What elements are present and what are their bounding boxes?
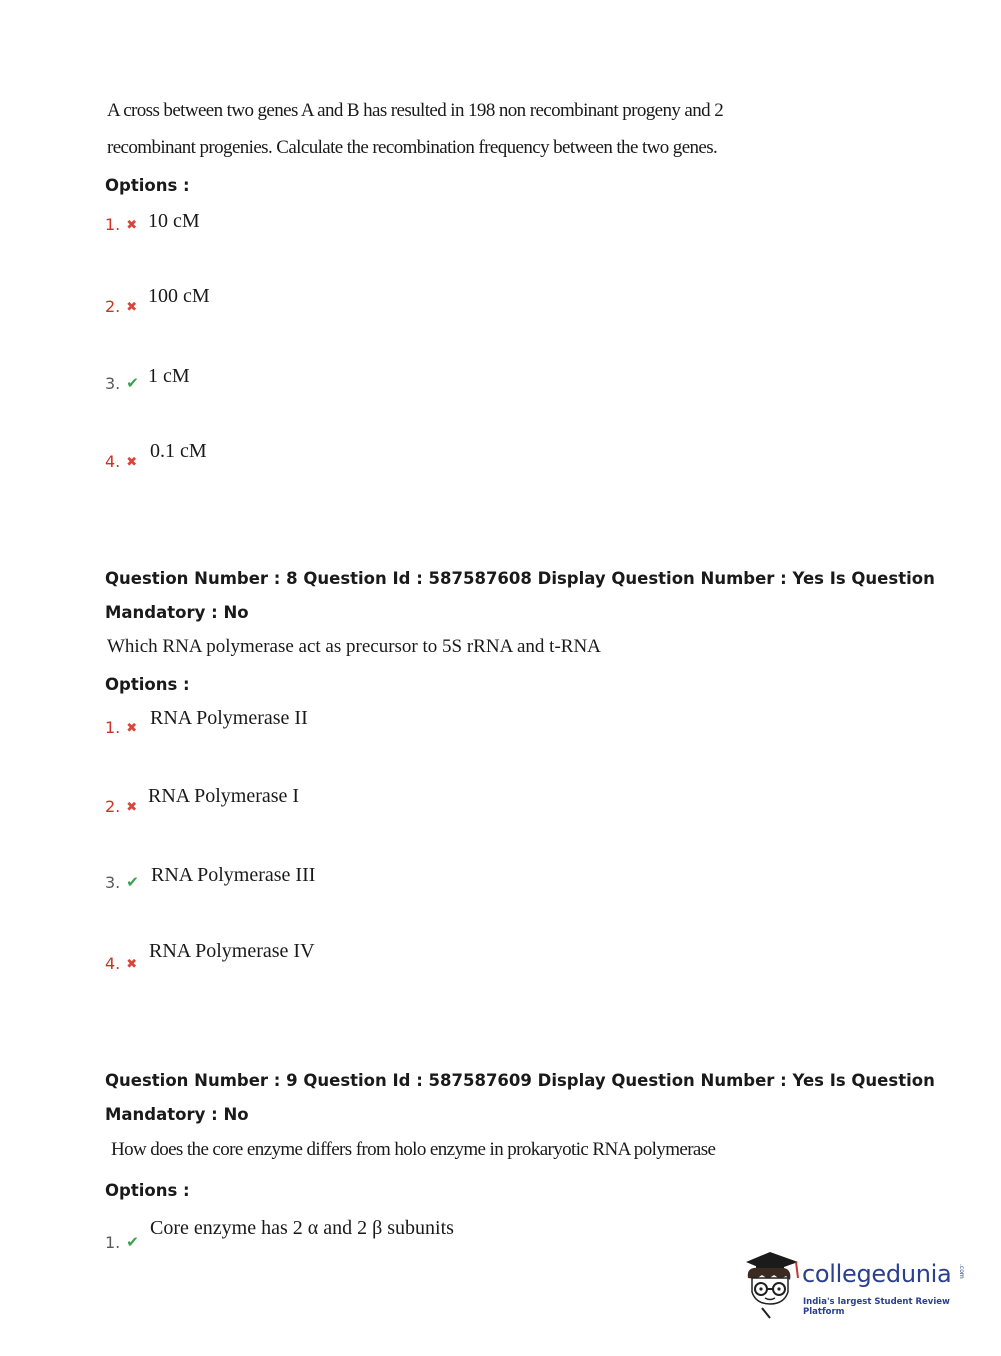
question-8-header-line-2: Mandatory : No: [105, 603, 249, 622]
question-8-option-1-text: RNA Polymerase II: [150, 707, 308, 729]
mascot-icon: [740, 1248, 802, 1320]
cross-icon: ✖: [126, 218, 138, 233]
question-8-option-4-text: RNA Polymerase IV: [149, 940, 315, 962]
question-7-text-line-1: A cross between two genes A and B has resulted in 198 non recombinant progeny and 2: [107, 100, 724, 121]
logo-tagline: India's largest Student Review Platform: [803, 1297, 950, 1317]
question-8-option-1: [105, 718, 137, 737]
option-number: 1.: [105, 215, 121, 234]
question-9-text: How does the core enzyme differs from holo enzyme in prokaryotic RNA polymerase: [111, 1139, 716, 1160]
question-8-option-4: [105, 954, 137, 973]
question-7-text-line-2: recombinant progenies. Calculate the recombination frequency between the two genes.: [107, 137, 718, 158]
question-7-option-3: [105, 374, 139, 393]
question-8-option-3-text: RNA Polymerase III: [151, 864, 316, 886]
question-8-options-label: Options :: [105, 675, 190, 694]
question-8-option-2: [105, 797, 137, 816]
logo-dotcom: .com: [958, 1264, 965, 1279]
option-number: 4.: [105, 452, 121, 471]
question-8-option-3: [105, 873, 139, 892]
question-7-option-4-text: 0.1 cM: [150, 440, 207, 462]
question-8-text: Which RNA polymerase act as precursor to 5S rRNA and t-RNA: [107, 636, 601, 657]
question-7-options-label: Options :: [105, 176, 190, 195]
question-9-header-line-2: Mandatory : No: [105, 1105, 249, 1124]
option-number: 4.: [105, 954, 121, 973]
check-icon: ✔: [126, 1233, 139, 1251]
cross-icon: ✖: [126, 721, 138, 736]
question-7-option-3-text: 1 cM: [148, 365, 190, 387]
question-9-header-line-1: Question Number : 9 Question Id : 587587609 Display Question Number : Yes Is Question: [105, 1071, 935, 1090]
check-icon: ✔: [126, 374, 139, 392]
question-7-option-2-text: 100 cM: [148, 285, 210, 307]
check-icon: ✔: [126, 873, 139, 891]
cross-icon: ✖: [126, 957, 138, 972]
question-9-option-1-text: Core enzyme has 2 α and 2 β subunits: [150, 1217, 454, 1239]
question-8-header-line-1: Question Number : 8 Question Id : 587587608 Display Question Number : Yes Is Question: [105, 569, 935, 588]
cross-icon: ✖: [126, 455, 138, 470]
cross-icon: ✖: [126, 800, 138, 815]
question-9-option-1: [105, 1233, 139, 1252]
option-number: 3.: [105, 374, 121, 393]
option-number: 1.: [105, 1233, 121, 1252]
question-8-option-2-text: RNA Polymerase I: [148, 785, 300, 807]
option-number: 2.: [105, 297, 121, 316]
cross-icon: ✖: [126, 300, 138, 315]
question-7-option-1: [105, 215, 137, 234]
option-number: 1.: [105, 718, 121, 737]
question-7-option-2: [105, 297, 137, 316]
option-number: 2.: [105, 797, 121, 816]
question-7-option-1-text: 10 cM: [148, 210, 200, 232]
collegedunia-logo: [740, 1248, 980, 1320]
option-number: 3.: [105, 873, 121, 892]
question-7-option-4: [105, 452, 137, 471]
question-9-options-label: Options :: [105, 1181, 190, 1200]
logo-wordmark: collegedunia: [802, 1260, 952, 1288]
